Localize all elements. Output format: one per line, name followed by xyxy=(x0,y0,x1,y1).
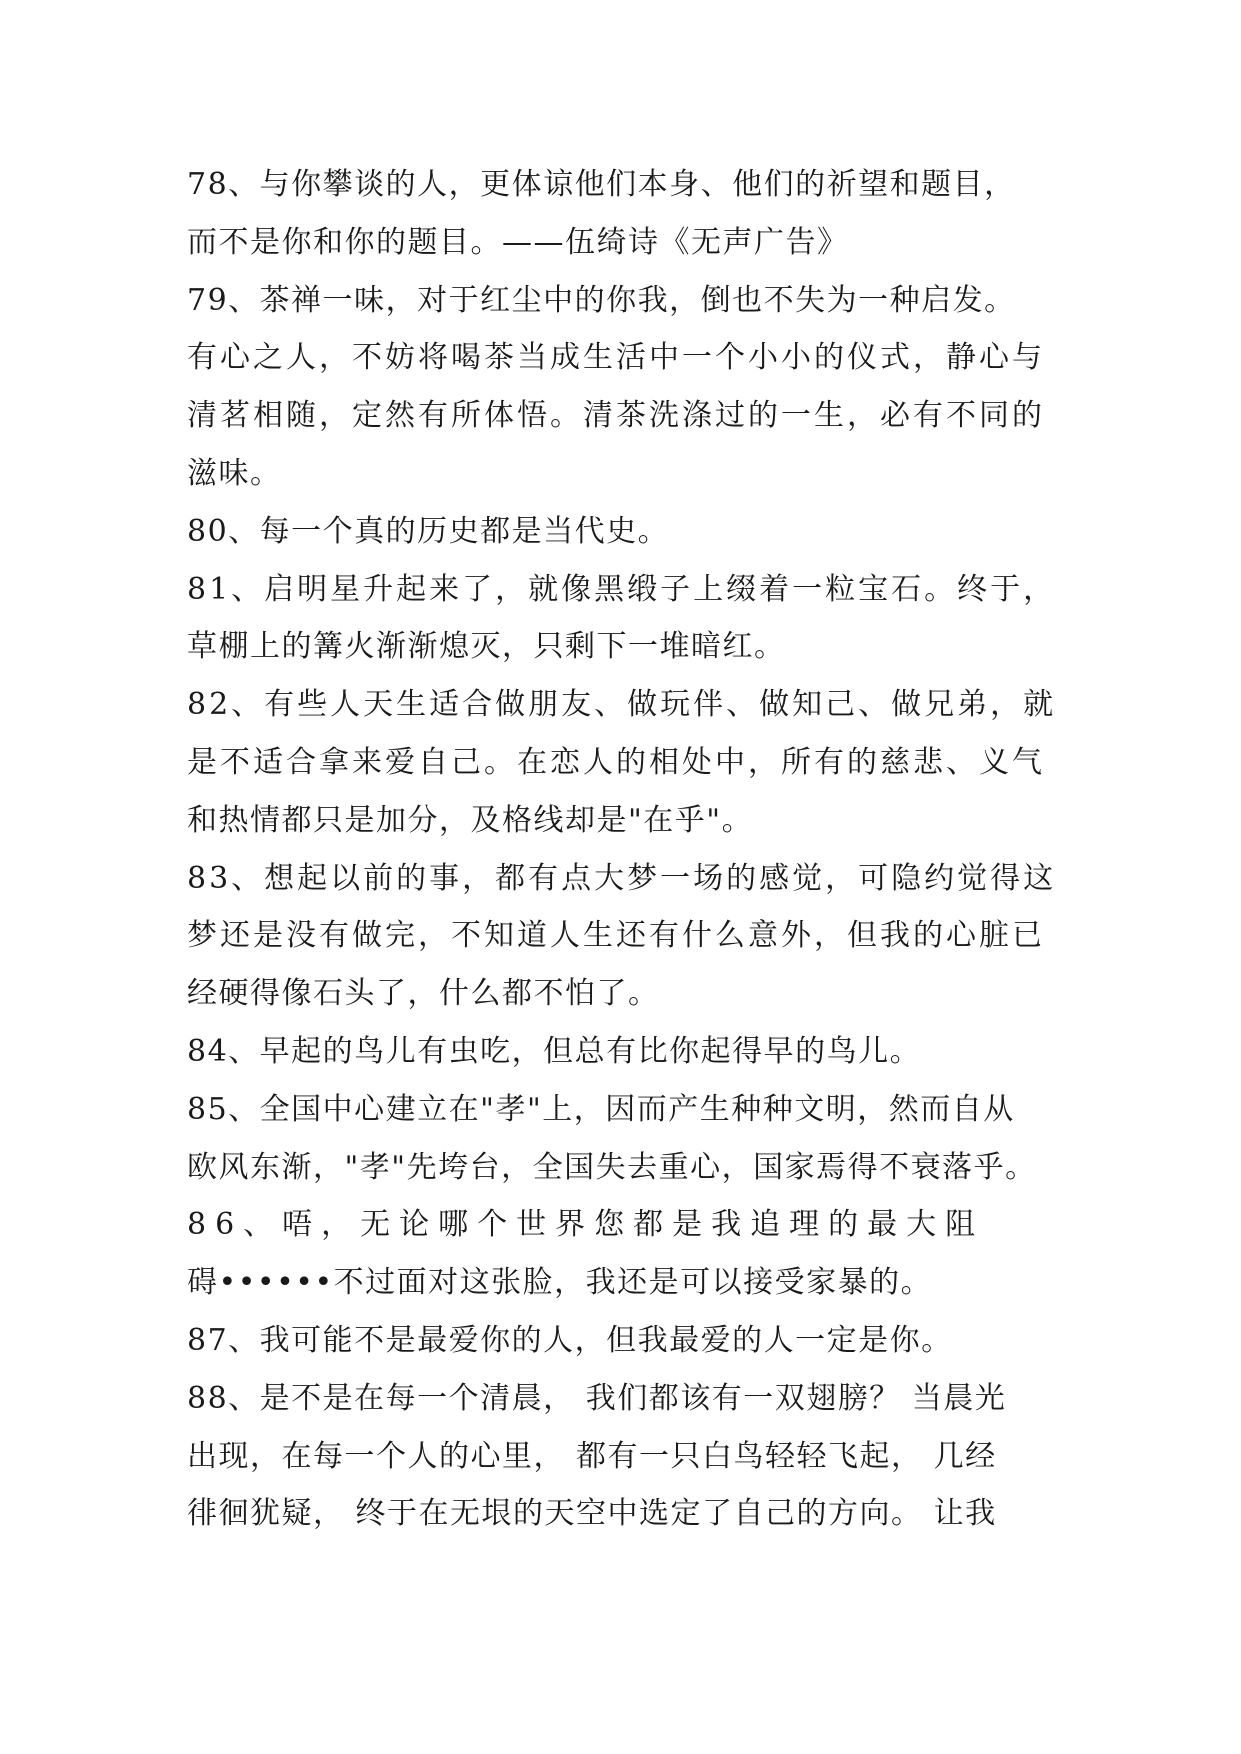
text-line: 87、我可能不是最爱你的人，但我最爱的人一定是你。 xyxy=(187,1322,953,1358)
text-line: 83、想起以前的事，都有点大梦一场的感觉，可隐约觉得这 xyxy=(187,860,1057,896)
text-line: 79、茶禅一味，对于红尘中的你我，倒也不失为一种启发。 xyxy=(187,282,1016,318)
text-line: 80、每一个真的历史都是当代史。 xyxy=(187,513,670,549)
text-line: 而不是你和你的题目。——伍绮诗《无声广告》 xyxy=(187,224,849,260)
text-line: 84、早起的鸟儿有虫吃，但总有比你起得早的鸟儿。 xyxy=(187,1033,922,1069)
text-line: 78、与你攀谈的人，更体谅他们本身、他们的祈望和题目， xyxy=(187,167,1016,202)
text-line: 86、唔，无论哪个世界您都是我追理的最大阻 xyxy=(187,1207,985,1243)
text-line: 88、是不是在每一个清晨， 我们都该有一双翅膀？ 当晨光 xyxy=(187,1380,1007,1416)
text-line: 81、启明星升起来了，就像黑缎子上缀着一粒宝石。终于， xyxy=(187,571,1057,607)
text-line: 有心之人，不妨将喝茶当成生活中一个小小的仪式，静心与 xyxy=(187,340,1045,376)
document-body xyxy=(187,156,1087,1543)
text-line: 和热情都只是加分，及格线却是"在乎"。 xyxy=(187,802,754,838)
text-line: 梦还是没有做完，不知道人生还有什么意外，但我的心脏已 xyxy=(187,918,1045,954)
text-line: 出现，在每一个人的心里， 都有一只白鸟轻轻飞起， 几经 xyxy=(187,1438,997,1474)
text-line: 草棚上的篝火渐渐熄灭，只剩下一堆暗红。 xyxy=(187,629,786,665)
text-line: 是不适合拿来爱自己。在恋人的相处中，所有的慈悲、义气 xyxy=(187,744,1045,780)
text-line: 85、全国中心建立在"孝"上，因而产生种种文明，然而自从 xyxy=(187,1091,1015,1127)
text-line: 经硬得像石头了，什么都不怕了。 xyxy=(187,976,660,1012)
text-line: 82、有些人天生适合做朋友、做玩伴、做知己、做兄弟，就 xyxy=(187,687,1057,723)
text-line: 滋味。 xyxy=(187,455,282,491)
text-line: 清茗相随，定然有所体悟。清茶洗涤过的一生，必有不同的 xyxy=(187,398,1045,434)
text-line: 徘徊犹疑， 终于在无垠的天空中选定了自己的方向。 让我 xyxy=(187,1496,997,1532)
text-line: 碍••••••不过面对这张脸，我还是可以接受家暴的。 xyxy=(187,1265,933,1301)
text-line: 欧风东渐，"孝"先垮台，全国失去重心，国家焉得不衰落乎。 xyxy=(187,1149,1037,1185)
